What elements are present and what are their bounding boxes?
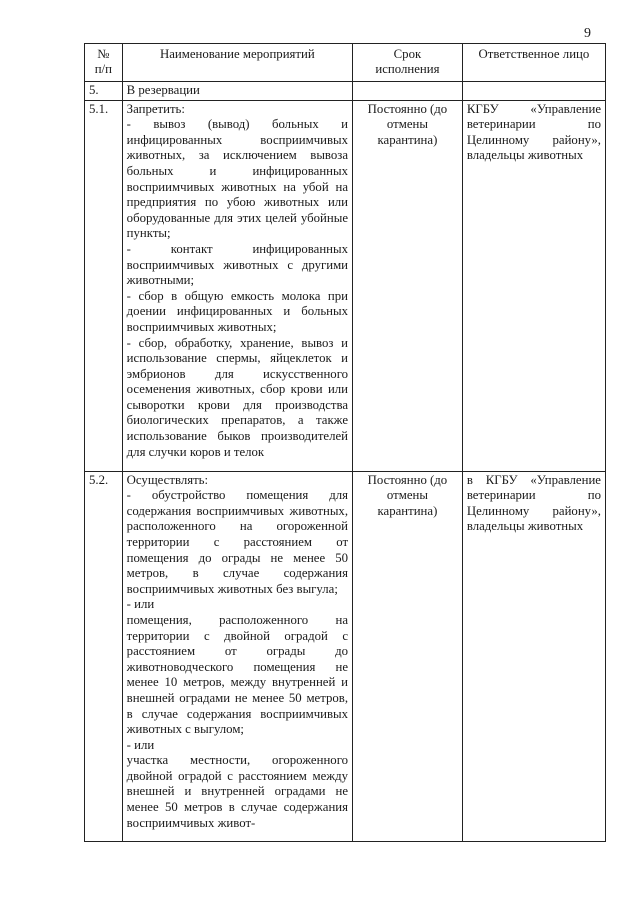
row-term: Постоянно (до отмены карантина) bbox=[353, 471, 463, 841]
measure-item: - или bbox=[126, 597, 155, 612]
row-title: Осуществлять: bbox=[126, 472, 209, 487]
section-title: В резервации bbox=[122, 82, 352, 101]
header-term: Срок исполнения bbox=[353, 44, 463, 82]
section-responsible-empty bbox=[462, 82, 605, 101]
table-row bbox=[85, 100, 606, 471]
section-number: 5. bbox=[85, 82, 123, 101]
row-measures bbox=[122, 471, 352, 841]
section-term-empty bbox=[353, 82, 463, 101]
row-number: 5.1. bbox=[85, 100, 123, 471]
table-row bbox=[85, 471, 606, 841]
measure-item: - вывоз (вывод) больных и инфицированных восприимчивых животных, за исключением вывоза больных и инфицированных восприимчивых животных на убой на предприятия по убою животных или оборудованные для этих целей убойные пункты; bbox=[126, 117, 349, 241]
measure-item: помещения, расположенного на территории с двойной оградой с расстоянием от ограды до животноводческого помещения не менее 10 метров, между внутренней и внешней оградами не менее 50 метров, в случае содержания восприимчивых животных с выгулом; bbox=[126, 612, 349, 737]
measure-item: - или bbox=[126, 737, 155, 752]
header-name: Наименование мероприятий bbox=[122, 44, 352, 82]
measure-item: - сбор, обработку, хранение, вывоз и использование спермы, яйцеклеток и эмбрионов для искусственного осеменения животных, сбор крови или сыворотки крови для производства биологических препаратов, а также использование быков производителей для случки коров и телок bbox=[126, 335, 349, 459]
row-number: 5.2. bbox=[85, 471, 123, 841]
measure-item: - сбор в общую емкость молока при доении инфицированных и больных восприимчивых животных; bbox=[126, 288, 349, 334]
measures-table bbox=[84, 43, 606, 842]
row-measures bbox=[122, 100, 352, 471]
row-term: Постоянно (до отмены карантина) bbox=[353, 100, 463, 471]
row-title: Запретить: bbox=[126, 101, 185, 116]
table-header-row bbox=[85, 44, 606, 82]
header-number: № п/п bbox=[85, 44, 123, 82]
page-number: 9 bbox=[584, 26, 591, 41]
section-row bbox=[85, 82, 606, 101]
measure-item: участка местности, огороженного двойной оградой с расстоянием между внешней и внутренней оградами не менее 50 метров в случае содержания восприимчивых живот- bbox=[126, 753, 349, 830]
header-responsible: Ответственное лицо bbox=[462, 44, 605, 82]
measure-item: - контакт инфицированных восприимчивых животных с другими животными; bbox=[126, 241, 349, 288]
row-responsible: в КГБУ «Управление ветеринарии по Целинному району», владельцы животных bbox=[462, 471, 605, 841]
measure-item: - обустройство помещения для содержания восприимчивых животных, расположенного на огороженной территории с расстоянием от помещения до ограды не менее 50 метров, в случае содержания восприимчивых животных без выгула; bbox=[126, 488, 349, 596]
row-responsible: КГБУ «Управление ветеринарии по Целинному району», владельцы животных bbox=[462, 100, 605, 471]
